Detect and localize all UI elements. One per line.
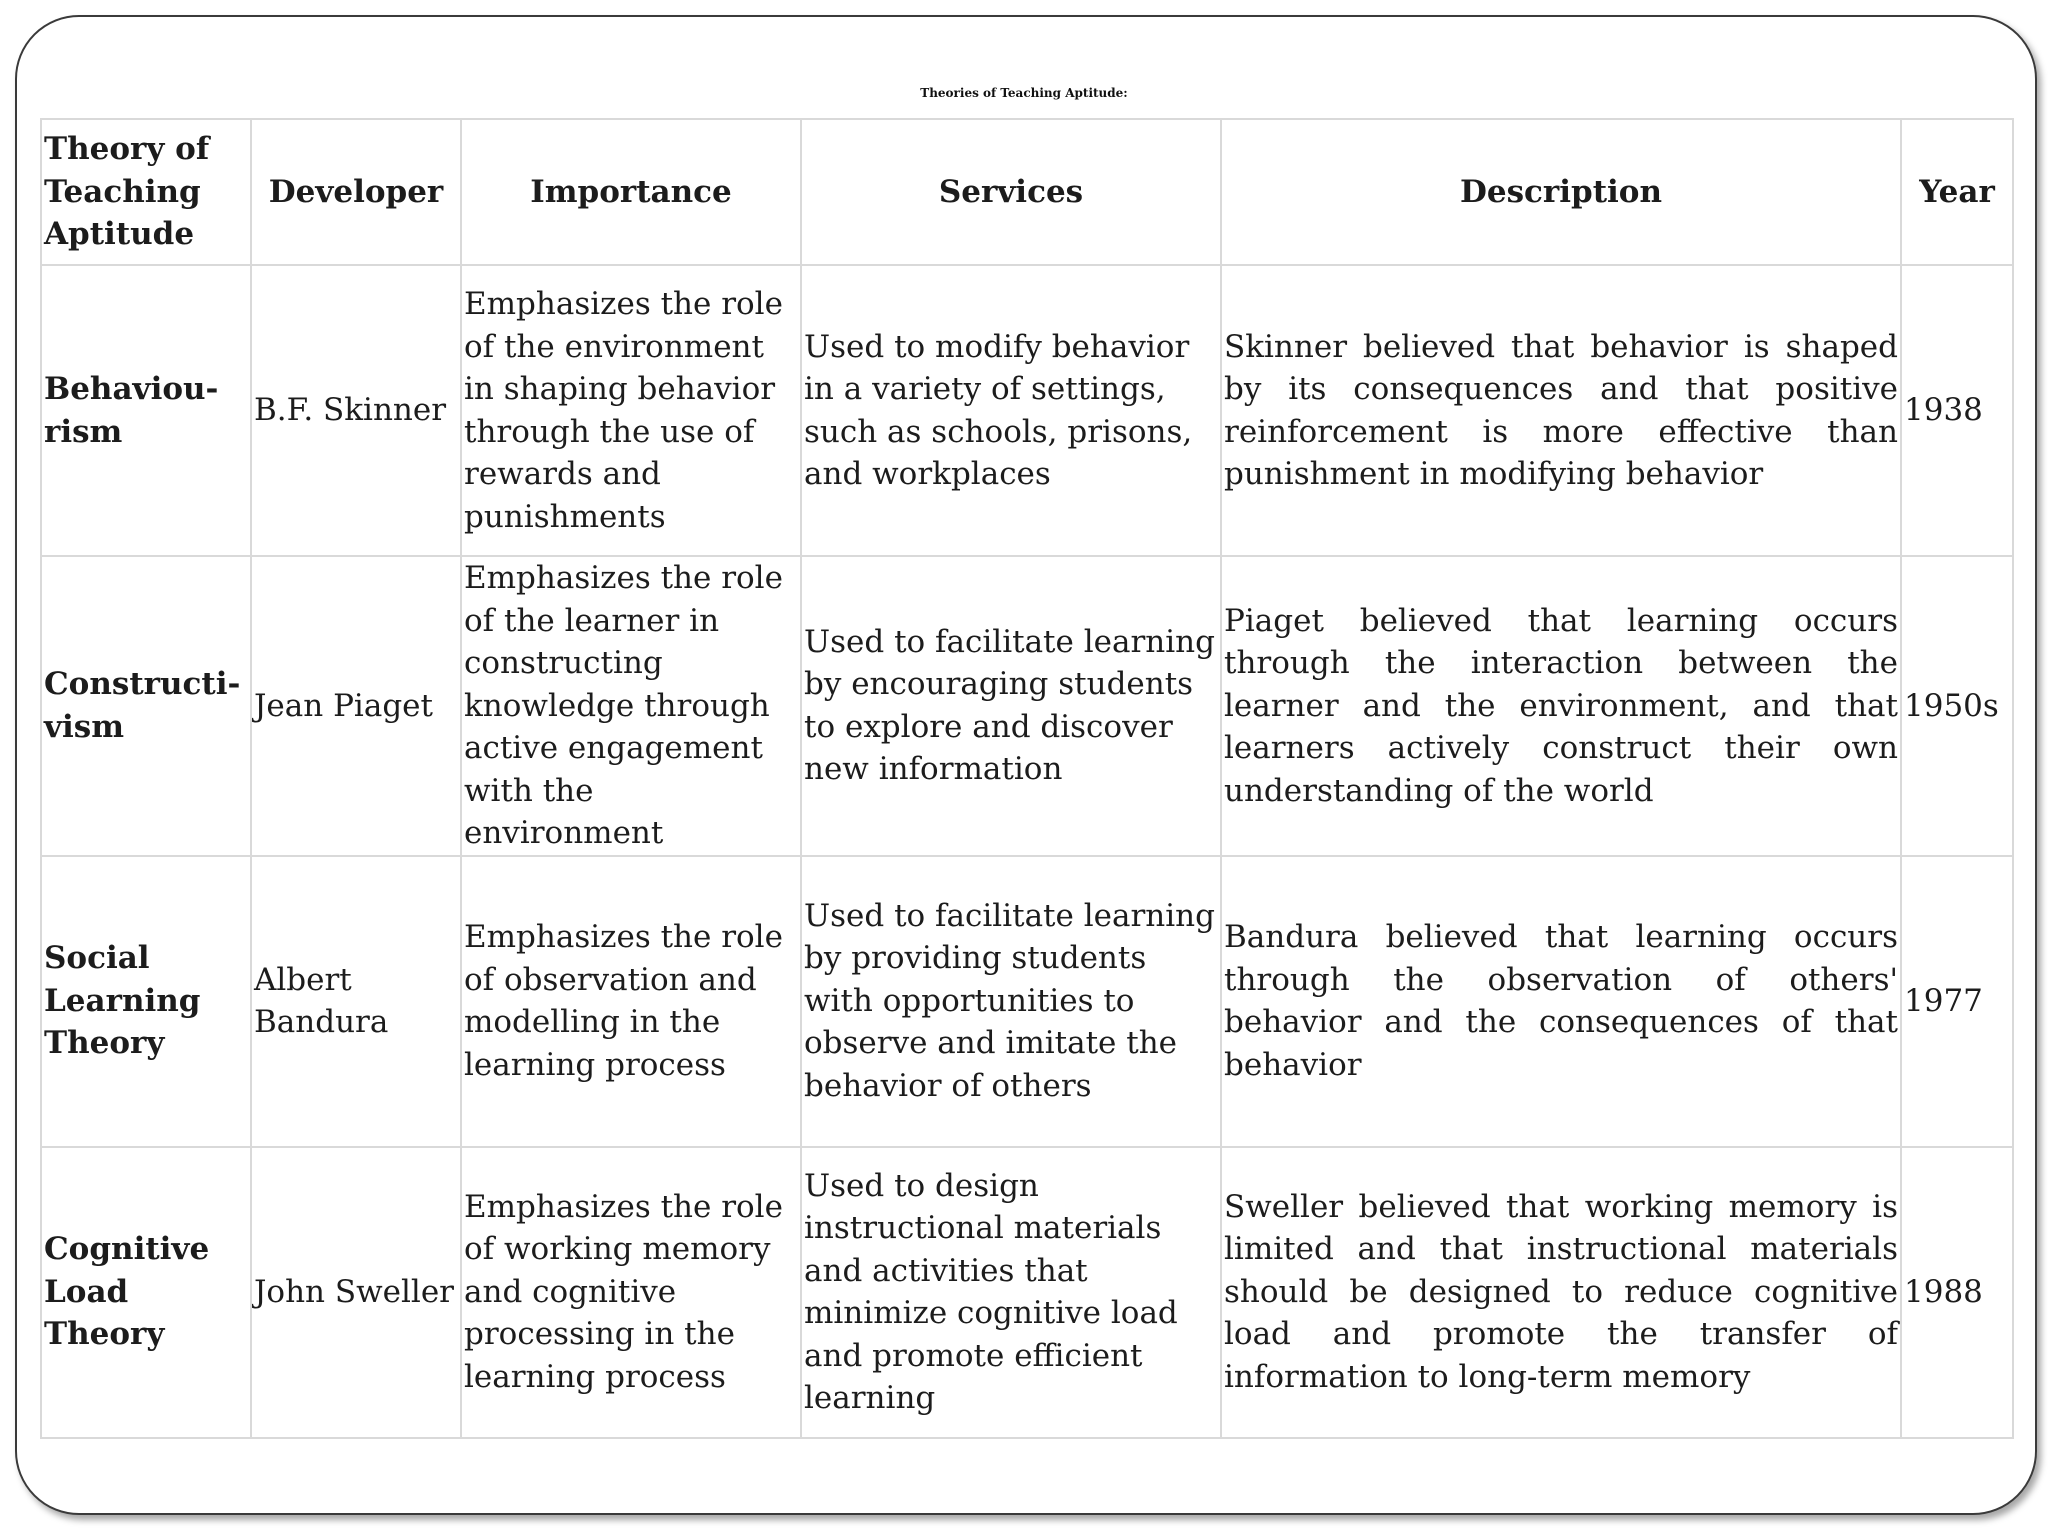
developer-cell: B.F. Skinner (251, 265, 461, 556)
document-title: Theories of Teaching Aptitude: (920, 86, 1128, 100)
table-row (41, 856, 2013, 1147)
importance-cell: Emphasizes the role of observation and modelling in the learning process (461, 856, 801, 1147)
services-cell: Used to facilitate learning by providing students with opportunities to observe and imitate the behavior of others (801, 856, 1221, 1147)
column-header-description: Description (1221, 119, 1901, 265)
column-header-developer: Developer (251, 119, 461, 265)
theory-name-cell: Cognitive Load Theory (41, 1147, 251, 1438)
table-header-row (41, 119, 2013, 265)
column-header-importance: Importance (461, 119, 801, 265)
importance-cell: Emphasizes the role of the environment in shaping behavior through the use of rewards and punishments (461, 265, 801, 556)
theories-table (40, 118, 2014, 1439)
table-row (41, 1147, 2013, 1438)
theory-name-cell: Social Learning Theory (41, 856, 251, 1147)
description-cell: Bandura believed that learning occurs through the observation of others' behavior and the consequences of that behavior (1221, 856, 1901, 1147)
column-header-theory: Theory of Teaching Aptitude (41, 119, 251, 265)
services-cell: Used to design instructional materials and activities that minimize cognitive load and promote efficient learning (801, 1147, 1221, 1438)
developer-cell: Albert Bandura (251, 856, 461, 1147)
description-cell: Piaget believed that learning occurs through the interaction between the learner and the environment, and that learners actively construct their own understanding of the world (1221, 556, 1901, 856)
importance-cell: Emphasizes the role of the learner in constructing knowledge through active engagement with the environment (461, 556, 801, 856)
column-header-year: Year (1901, 119, 2013, 265)
year-cell: 1950s (1901, 556, 2013, 856)
description-cell: Skinner believed that behavior is shaped by its consequences and that positive reinforcement is more effective than punishment in modifying behavior (1221, 265, 1901, 556)
column-header-services: Services (801, 119, 1221, 265)
year-cell: 1988 (1901, 1147, 2013, 1438)
developer-cell: John Sweller (251, 1147, 461, 1438)
services-cell: Used to facilitate learning by encouraging students to explore and discover new information (801, 556, 1221, 856)
theory-name-cell: Behaviou-rism (41, 265, 251, 556)
services-cell: Used to modify behavior in a variety of settings, such as schools, prisons, and workplaces (801, 265, 1221, 556)
description-cell: Sweller believed that working memory is limited and that instructional materials should be designed to reduce cognitive load and promote the transfer of information to long-term memory (1221, 1147, 1901, 1438)
importance-cell: Emphasizes the role of working memory and cognitive processing in the learning process (461, 1147, 801, 1438)
year-cell: 1938 (1901, 265, 2013, 556)
table-row (41, 556, 2013, 856)
table-row (41, 265, 2013, 556)
developer-cell: Jean Piaget (251, 556, 461, 856)
theory-name-cell: Constructi-vism (41, 556, 251, 856)
year-cell: 1977 (1901, 856, 2013, 1147)
